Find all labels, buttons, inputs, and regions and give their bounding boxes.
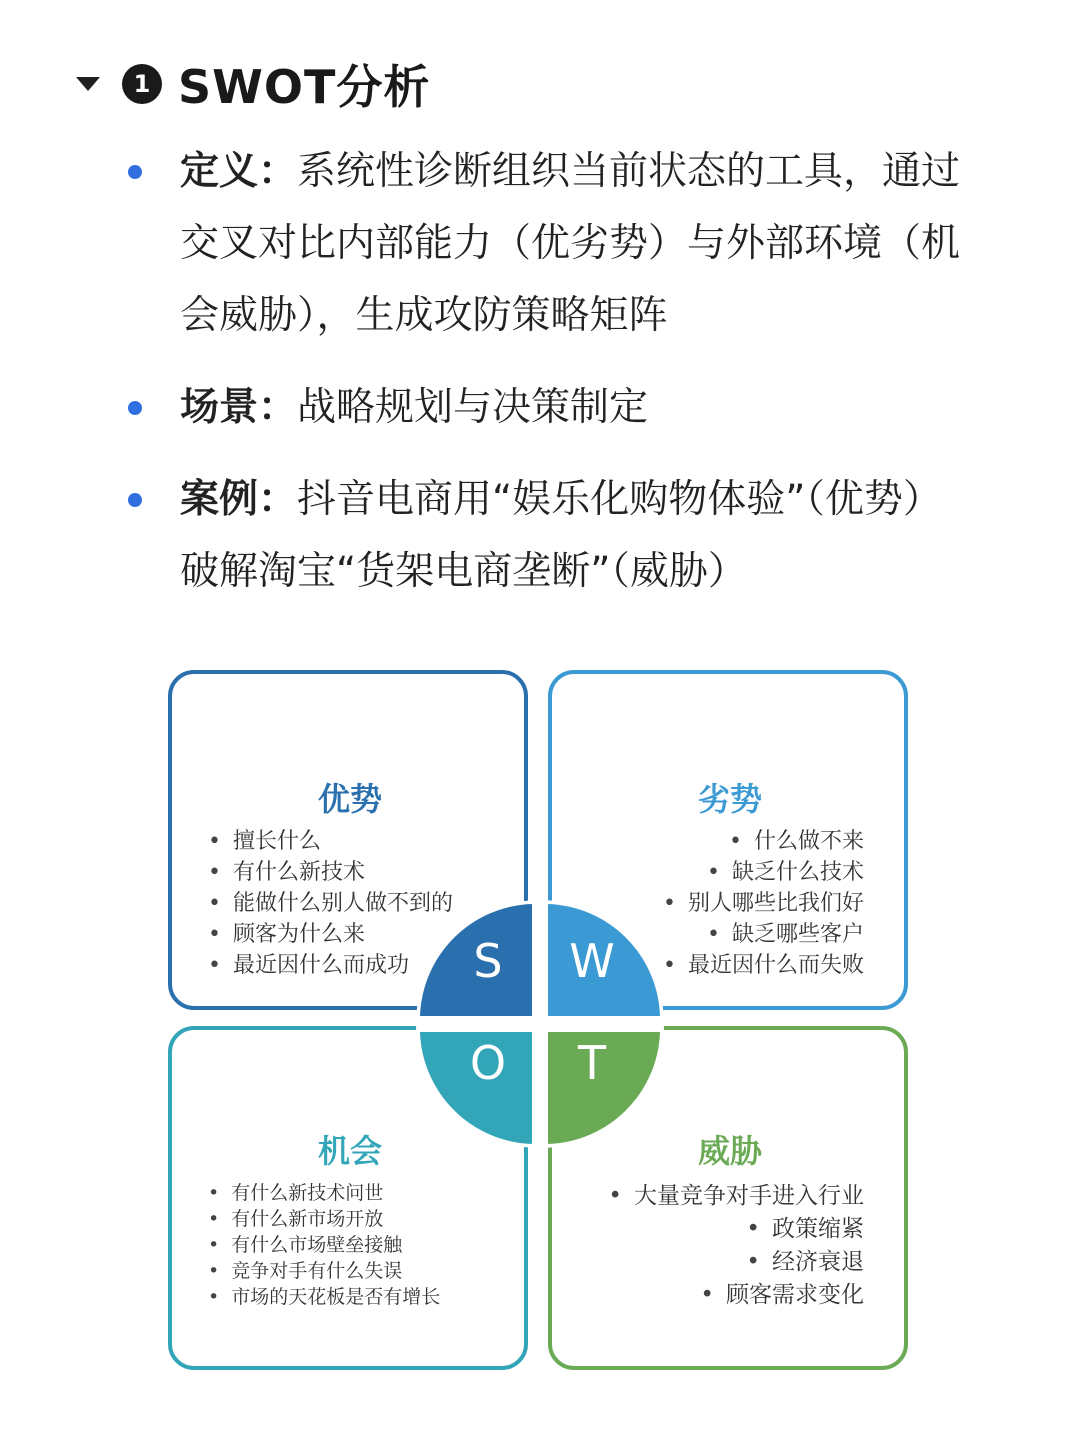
swot-center-circle bbox=[416, 900, 664, 1148]
swot-circle-graphic bbox=[416, 900, 664, 1148]
bullet-dot-icon bbox=[128, 165, 142, 179]
list-item: • 有什么新市场开放 bbox=[208, 1206, 440, 1232]
list-item: • 大量竞争对手进入行业 bbox=[608, 1180, 864, 1213]
bullet-list bbox=[126, 136, 966, 628]
bullet-dot-icon bbox=[128, 401, 142, 415]
list-item: • 顾客为什么来 bbox=[208, 919, 453, 950]
list-item: • 有什么市场壁垒接触 bbox=[208, 1232, 440, 1258]
list-item: • 擅长什么 bbox=[208, 826, 453, 857]
letter-w: W bbox=[569, 934, 615, 988]
bullet-case bbox=[126, 464, 966, 608]
list-item: • 市场的天花板是否有增长 bbox=[208, 1284, 440, 1310]
letter-o: O bbox=[469, 1036, 507, 1090]
bullet-key: 案例： bbox=[180, 477, 298, 522]
bullet-text: 抖音电商用“娱乐化购物体验”（优势）破解淘宝“货架电商垄断”（威胁） bbox=[180, 477, 942, 594]
bullet-text: 战略规划与决策制定 bbox=[297, 385, 649, 430]
section-title: SWOT分析 bbox=[178, 60, 431, 114]
collapse-caret-icon[interactable] bbox=[76, 77, 100, 91]
list-item: • 能做什么别人做不到的 bbox=[208, 888, 453, 919]
list-item: • 经济衰退 bbox=[608, 1246, 864, 1279]
quadrant-title: 劣势 bbox=[697, 780, 762, 818]
bullet-scenario bbox=[126, 372, 966, 444]
list-item: • 竞争对手有什么失误 bbox=[208, 1258, 440, 1284]
quadrant-list bbox=[208, 1180, 440, 1310]
letter-s: S bbox=[473, 934, 503, 988]
list-item: • 顾客需求变化 bbox=[608, 1279, 864, 1312]
swot-diagram bbox=[160, 664, 920, 1376]
list-item: • 缺乏哪些客户 bbox=[663, 919, 864, 950]
quadrant-title: 优势 bbox=[317, 780, 382, 818]
list-item: • 别人哪些比我们好 bbox=[663, 888, 864, 919]
list-item: • 最近因什么而失败 bbox=[663, 950, 864, 981]
section-number-badge: 1 bbox=[122, 64, 162, 104]
list-item: • 最近因什么而成功 bbox=[208, 950, 453, 981]
list-item: • 什么做不来 bbox=[663, 826, 864, 857]
bullet-definition bbox=[126, 136, 966, 352]
section-heading[interactable] bbox=[76, 52, 430, 116]
list-item: • 缺乏什么技术 bbox=[663, 857, 864, 888]
quadrant-title: 机会 bbox=[317, 1132, 382, 1170]
list-item: • 有什么新技术问世 bbox=[208, 1180, 440, 1206]
list-item: • 政策缩紧 bbox=[608, 1213, 864, 1246]
bullet-key: 场景： bbox=[180, 385, 298, 430]
list-item: • 有什么新技术 bbox=[208, 857, 453, 888]
bullet-key: 定义： bbox=[180, 149, 298, 194]
quadrant-list bbox=[663, 826, 864, 981]
letter-t: T bbox=[577, 1036, 607, 1090]
bullet-dot-icon bbox=[128, 493, 142, 507]
quadrant-title: 威胁 bbox=[697, 1132, 762, 1170]
quadrant-list bbox=[608, 1180, 864, 1312]
bullet-text: 系统性诊断组织当前状态的工具，通过交叉对比内部能力（优劣势）与外部环境（机会威胁），生成攻防策略矩阵 bbox=[180, 149, 961, 338]
